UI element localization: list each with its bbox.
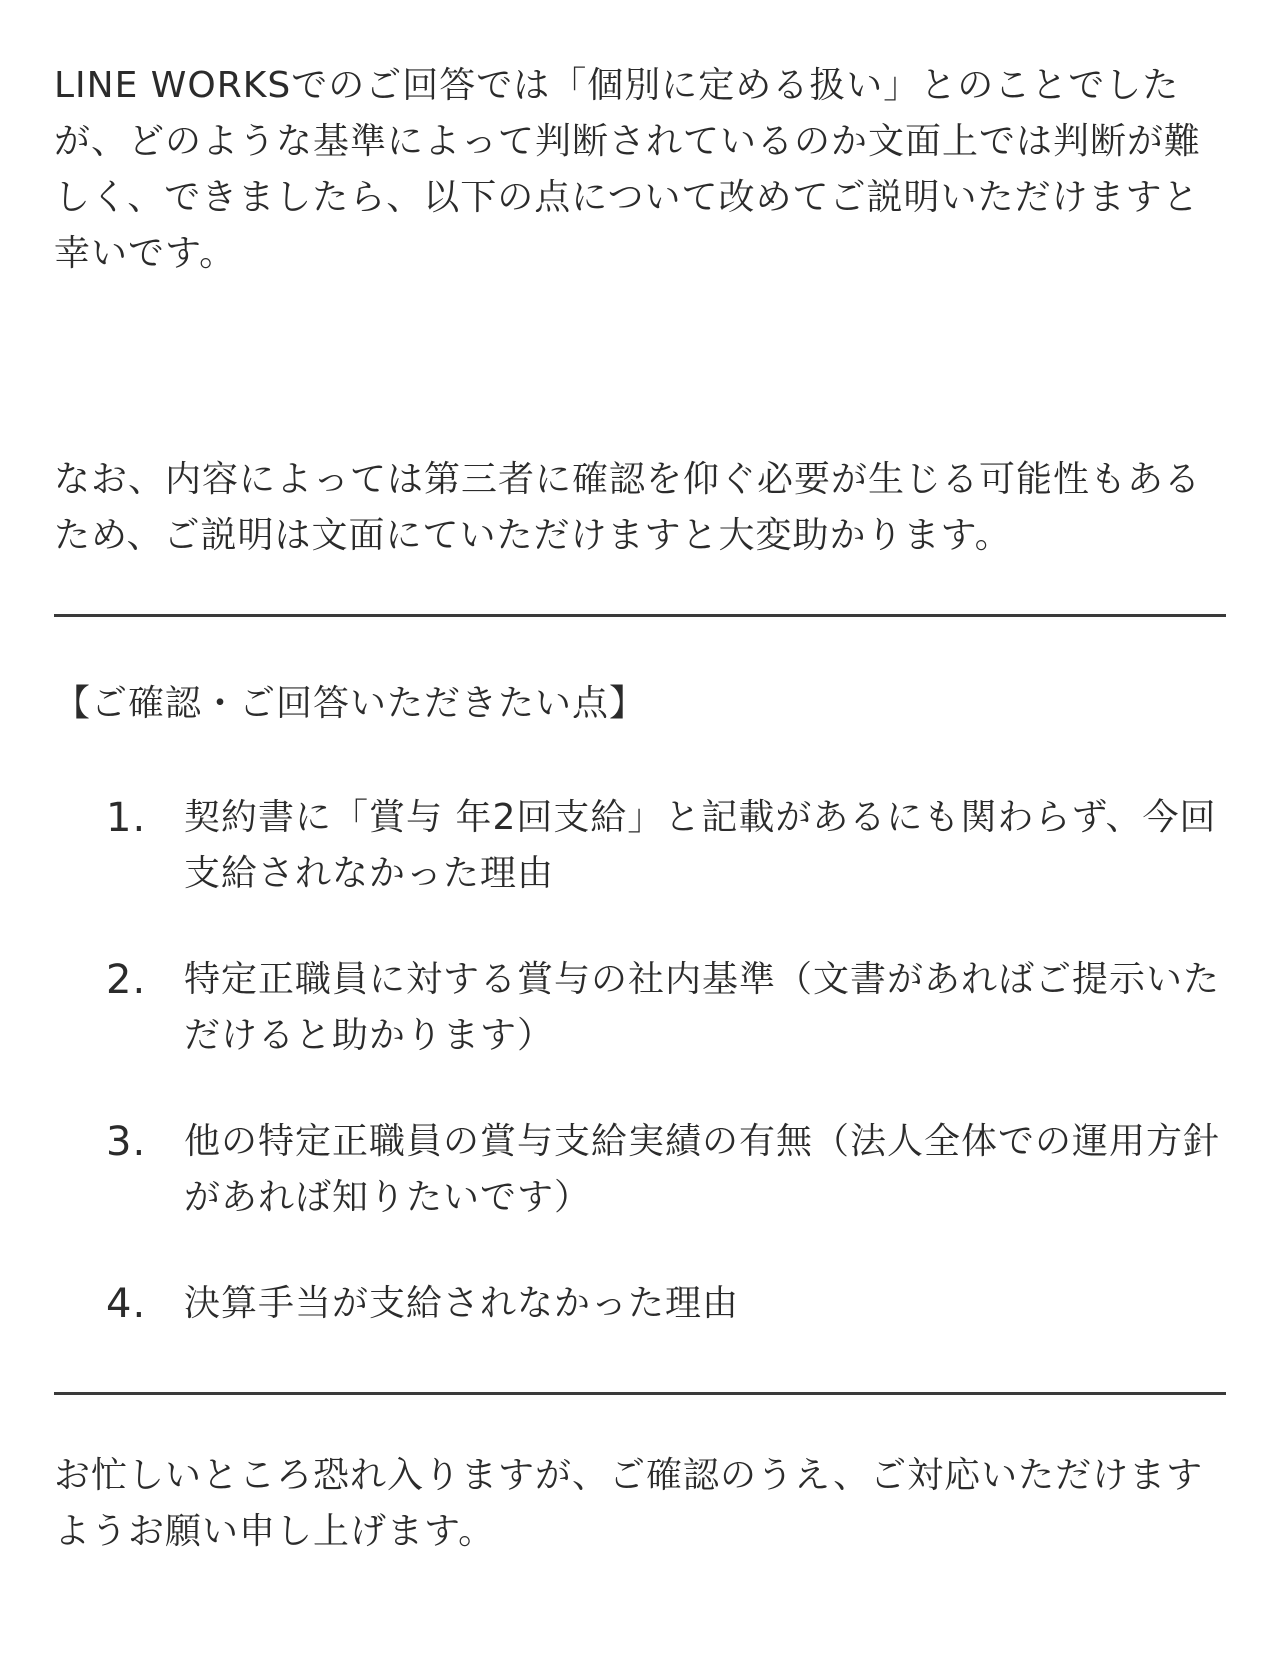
list-item-text: 特定正職員に対する賞与の社内基準（文書があればご提示いただけると助かります） [184, 959, 1221, 1056]
list-item [54, 952, 1226, 1064]
intro-paragraph-2: なお、内容によっては第三者に確認を仰ぐ必要が生じる可能性もあるため、ご説明は文面にていただけますと大変助かります。 [54, 459, 1202, 556]
list-item [54, 790, 1226, 902]
section-divider-bottom [54, 1392, 1226, 1395]
list-item [54, 1276, 1226, 1332]
list-item-text: 契約書に「賞与 年2回支給」と記載があるにも関わらず、今回支給されなかった理由 [184, 797, 1217, 894]
list-item [54, 1114, 1226, 1226]
list-item-number: 3. [106, 1119, 147, 1165]
list-item-text: 決算手当が支給されなかった理由 [184, 1283, 740, 1324]
list-item-number: 4. [106, 1281, 147, 1327]
questions-list [54, 790, 1226, 1332]
closing-paragraph: お忙しいところ恐れ入りますが、ご確認のうえ、ご対応いただけますようお願い申し上げます。 [54, 1455, 1204, 1552]
list-item-number: 1. [106, 795, 147, 841]
list-item-number: 2. [106, 957, 147, 1003]
questions-heading: 【ご確認・ご回答いただきたい点】 [54, 683, 647, 724]
intro-paragraph-1: LINE WORKSでのご回答では「個別に定める扱い」とのことでしたが、どのような基準によって判断されているのか文面上では判断が難しく、できましたら、以下の点について改めてご説明いただけますと幸いです。 [54, 65, 1202, 274]
list-item-text: 他の特定正職員の賞与支給実績の有無（法人全体での運用方針があれば知りたいです） [184, 1121, 1221, 1218]
section-divider-top [54, 614, 1226, 617]
